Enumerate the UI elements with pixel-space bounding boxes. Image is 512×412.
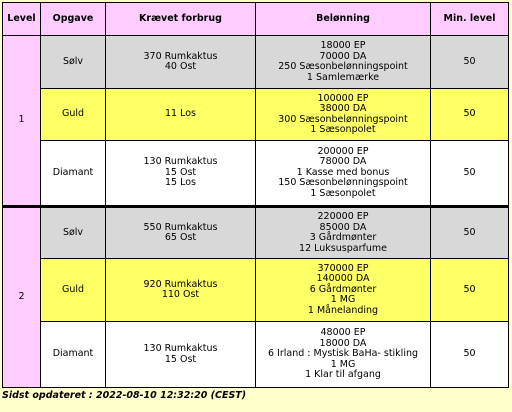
table-row	[3, 141, 509, 207]
reward-line: 78000 DA	[319, 156, 367, 168]
reward-line: 300 Sæsonbelønningspoint	[278, 113, 408, 125]
requirement-cell	[106, 207, 256, 259]
reward-line: 1 Månelanding	[307, 304, 379, 316]
min-level-cell: 50	[431, 141, 509, 207]
reward-line: 220000 EP	[317, 211, 369, 222]
header-task: Opgave	[41, 3, 106, 36]
reward-line: 1 Klar til afgang	[305, 369, 381, 381]
reward-line: 1 MG	[330, 294, 356, 306]
table-row	[3, 259, 509, 322]
reward-line: 1 Samlemærke	[306, 71, 380, 83]
requirement-line: 110 Ost	[161, 289, 200, 300]
header-row	[3, 3, 509, 36]
reward-line: 85000 DA	[319, 221, 367, 233]
requirement-line: 15 Los	[165, 177, 196, 189]
min-level-cell: 50	[431, 322, 509, 388]
reward-line: 370000 EP	[317, 262, 369, 274]
requirement-cell	[106, 36, 256, 89]
min-level-cell: 50	[431, 89, 509, 141]
reward-cell	[256, 89, 431, 141]
reward-cell	[256, 322, 431, 388]
table-row	[3, 322, 509, 388]
requirement-cell	[106, 259, 256, 322]
reward-line: 18000 EP	[320, 40, 366, 51]
task-cell: Sølv	[41, 36, 106, 89]
reward-line: 150 Sæsonbelønningspoint	[278, 177, 408, 189]
requirement-line: 370 Rumkaktus	[143, 50, 218, 62]
task-cell: Guld	[41, 259, 106, 322]
requirement-line: 15 Ost	[164, 353, 197, 365]
task-cell: Diamant	[41, 141, 106, 207]
reward-line: 100000 EP	[317, 92, 369, 104]
requirement-cell	[106, 322, 256, 388]
header-requirement: Krævet forbrug	[106, 3, 256, 36]
table-row	[3, 89, 509, 141]
task-cell: Diamant	[41, 322, 106, 388]
reward-line: 18000 DA	[319, 337, 367, 349]
quest-table	[2, 2, 509, 388]
task-cell: Sølv	[41, 207, 106, 259]
reward-line: 6 Irland : Mystisk BaHa- stikling	[267, 348, 419, 360]
requirement-line: 130 Rumkaktus	[143, 343, 218, 354]
reward-line: 1 Sæsonpolet	[310, 124, 376, 135]
reward-cell	[256, 141, 431, 207]
reward-line: 12 Luksusparfume	[299, 242, 387, 254]
reward-line: 3 Gårdmønter	[309, 232, 377, 243]
reward-line: 140000 DA	[316, 273, 370, 285]
requirement-cell	[106, 141, 256, 207]
reward-line: 250 Sæsonbelønningspoint	[278, 61, 408, 72]
task-cell: Guld	[41, 89, 106, 141]
requirement-line: 130 Rumkaktus	[143, 156, 218, 168]
min-level-cell: 50	[431, 36, 509, 89]
reward-line: 48000 EP	[320, 327, 366, 339]
reward-cell	[256, 36, 431, 89]
last-updated-text: Sidst opdateret : 2022-08-10 12:32:20 (CEST)	[2, 390, 247, 401]
reward-line: 38000 DA	[319, 103, 367, 114]
reward-line: 1 MG	[330, 358, 356, 370]
reward-line: 6 Gårdmønter	[309, 283, 377, 295]
min-level-cell: 50	[431, 207, 509, 259]
level-cell: 1	[3, 36, 41, 207]
requirement-line: 40 Ost	[164, 61, 197, 72]
reward-cell	[256, 207, 431, 259]
level-cell: 2	[3, 207, 41, 388]
requirement-cell	[106, 89, 256, 141]
requirement-line: 65 Ost	[164, 232, 197, 243]
min-level-cell: 50	[431, 259, 509, 322]
requirement-line: 550 Rumkaktus	[143, 221, 218, 233]
header-level: Level	[3, 3, 41, 36]
requirement-line: 11 Los	[165, 108, 196, 120]
reward-cell	[256, 259, 431, 322]
reward-line: 1 Sæsonpolet	[310, 187, 376, 199]
table-row	[3, 207, 509, 259]
reward-line: 1 Kasse med bonus	[296, 166, 390, 178]
reward-line: 200000 EP	[317, 145, 369, 157]
table-row	[3, 36, 509, 89]
requirement-line: 920 Rumkaktus	[143, 278, 218, 290]
header-min-level: Min. level	[431, 3, 509, 36]
requirement-line: 15 Ost	[164, 166, 197, 178]
reward-line: 70000 DA	[319, 50, 367, 62]
header-reward: Belønning	[256, 3, 431, 36]
